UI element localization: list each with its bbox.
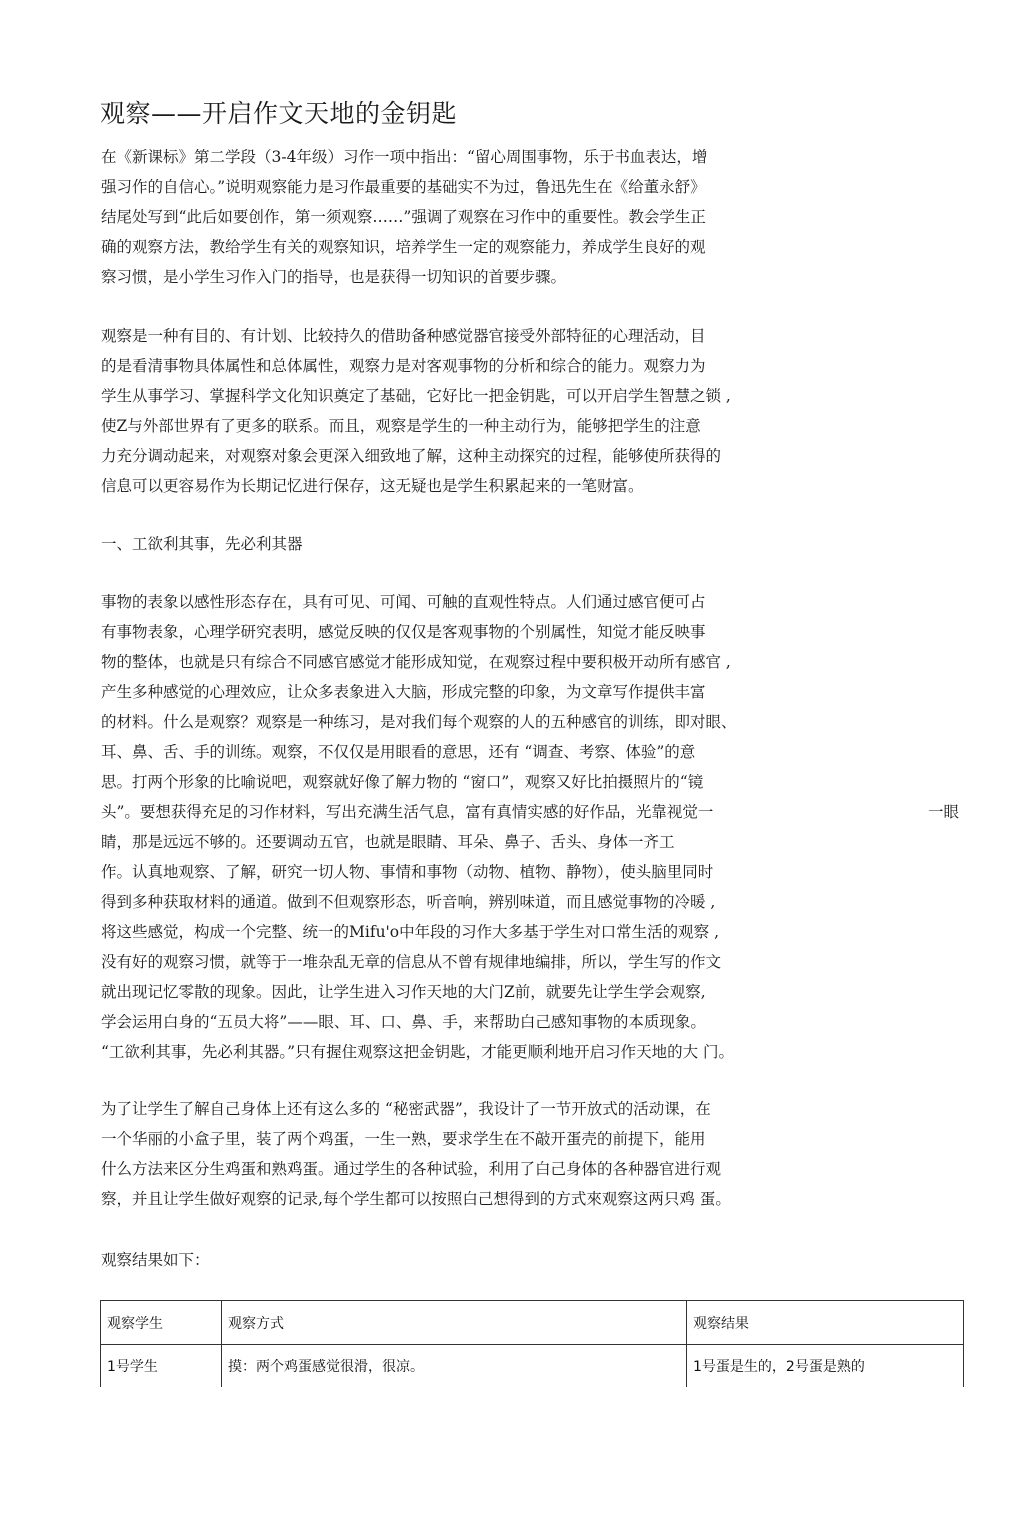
table-header-cell: 观察方式: [222, 1301, 687, 1345]
text-line: 将这些感觉，构成一个完整、统一的Mifu'o中年段的习作大多基于学生对口常生活的观察 ,: [101, 923, 719, 941]
text-line: 产生多种感觉的心理效应，让众多表象进入大脑，形成完整的印象，为文章写作提供丰富: [101, 683, 706, 701]
text-line: 什么方法来区分生鸡蛋和熟鸡蛋。通过学生的各种试验，利用了白己身体的各种器官进行观: [101, 1160, 722, 1178]
text-line: 耳、鼻、舌、手的训练。观察，不仅仅是用眼看的意思，还有 “调查、考察、体验”的意: [101, 743, 696, 761]
text-line: 学会运用白身的“五员大将”——眼、耳、口、鼻、手，来帮助白己感知事物的本质现象。: [101, 1013, 706, 1031]
text-line: 力充分调动起来，对观察对象会更深入细致地了解，这种主动探究的过程，能够使所获得的: [101, 447, 722, 465]
paragraph-experiment: [101, 1094, 1001, 1214]
paragraph-senses: [101, 587, 1001, 1067]
text-line: 察习惯，是小学生习作入门的指导，也是获得一切知识的首要步骤。: [101, 268, 567, 286]
text-line: 强习作的自信心。”说明观察能力是习作最重要的基础实不为过，鲁迅先生在《给董永舒》: [101, 178, 706, 196]
text-line: 没有好的观察习惯，就等于一堆杂乱无章的信息从不曾有规律地编排，所以，学生写的作文: [101, 953, 722, 971]
text-line: 学生从事学习、掌握科学文化知识奠定了基础，它好比一把金钥匙，可以开启学生智慧之锁 ,: [101, 387, 731, 405]
text-line: [101, 797, 1001, 827]
text-line: 一个华丽的小盒子里，装了两个鸡蛋，一生一熟，要求学生在不敲开蛋壳的前提下，能用: [101, 1130, 706, 1148]
section-heading: 一、工欲利其事，先必利其器: [101, 535, 303, 553]
text-line: “工欲利其事，先必利其器。”只有握住观察这把金钥匙，才能更顺利地开启习作天地的大 门。: [101, 1043, 735, 1061]
text-line-right: 一眼: [928, 803, 960, 821]
text-line-left: 头”。要想获得充足的习作材料，写出充满生活气息，富有真情实感的好作品，光靠视觉一: [101, 803, 714, 821]
text-line: 信息可以更容易作为长期记忆进行保存，这无疑也是学生积累起来的一笔财富。: [101, 477, 644, 495]
text-line: 得到多种获取材料的通道。做到不但观察形态，听音响，辨别味道，而且感觉事物的冷暖 ,: [101, 893, 716, 911]
observation-table: [100, 1300, 964, 1387]
text-line: 的是看清事物具体属性和总体属性，观察力是对客观事物的分析和综合的能力。观察力为: [101, 357, 706, 375]
text-line: 就出现记忆零散的现象。因此，让学生进入习作天地的大门Z前，就要先让学生学会观察,: [101, 983, 706, 1001]
text-line: 结尾处写到“此后如要创作，第一须观察……”强调了观察在习作中的重要性。教会学生正: [101, 208, 706, 226]
table-cell: 1号蛋是生的，2号蛋是熟的: [687, 1345, 964, 1388]
paragraph-definition: [101, 321, 1001, 501]
text-line: 察，并且让学生做好观察的记录,每个学生都可以按照白己想得到的方式來观察这两只鸡 蛋。: [101, 1190, 731, 1208]
text-line: 确的观察方法，教给学生有关的观察知识，培养学生一定的观察能力，养成学生良好的观: [101, 238, 706, 256]
table-row: [101, 1345, 964, 1388]
text-line: 事物的表象以感性形态存在，具有可见、可闻、可触的直观性特点。人们通过感官便可占: [101, 593, 706, 611]
text-line: 思。打两个形象的比喻说吧，观察就好像了解力物的 “窗口”，观察又好比拍摄照片的“镜: [101, 773, 704, 791]
text-line: 为了让学生了解自己身体上还有这么多的 “秘密武器”，我设计了一节开放式的活动课，在: [101, 1100, 711, 1118]
text-line: 观察是一种有目的、有计划、比较持久的借助备种感觉器官接受外部特征的心理活动，目: [101, 327, 706, 345]
table-cell: 摸：两个鸡蛋感觉很滑，很凉。: [222, 1345, 687, 1388]
text-line: 的材料。什么是观察？观察是一种练习，是对我们每个观察的人的五种感官的训练，即对眼、: [101, 713, 737, 731]
table-header-cell: 观察结果: [687, 1301, 964, 1345]
text-line: 有事物表象，心理学研究表明，感觉反映的仅仅是客观事物的个别属性，知觉才能反映事: [101, 623, 706, 641]
table-header-cell: 观察学生: [101, 1301, 222, 1345]
table-header-row: [101, 1301, 964, 1345]
paragraph-intro: [101, 142, 1001, 292]
table-cell: 1号学生: [101, 1345, 222, 1388]
text-line: 睛，那是远远不够的。还要调动五官，也就是眼睛、耳朵、鼻子、舌头、身体一齐工: [101, 833, 675, 851]
text-line: 物的整体，也就是只有综合不同感官感觉才能形成知觉，在观察过程中要积极开动所有感官 ,: [101, 653, 731, 671]
text-line: 作。认真地观察、了解，研究一切人物、事情和事物（动物、植物、静物），使头脑里同时: [101, 863, 714, 881]
document-title: 观察——开启作文天地的金钥匙: [100, 99, 458, 128]
text-line: 在《新课标》第二学段（3-4年级）习作一项中指出：“留心周围事物，乐于书血表达，增: [101, 148, 708, 166]
results-label: 观察结果如下：: [101, 1251, 210, 1269]
text-line: 使Z与外部世界有了更多的联系。而且，观察是学生的一种主动行为，能够把学生的注意: [101, 417, 701, 435]
